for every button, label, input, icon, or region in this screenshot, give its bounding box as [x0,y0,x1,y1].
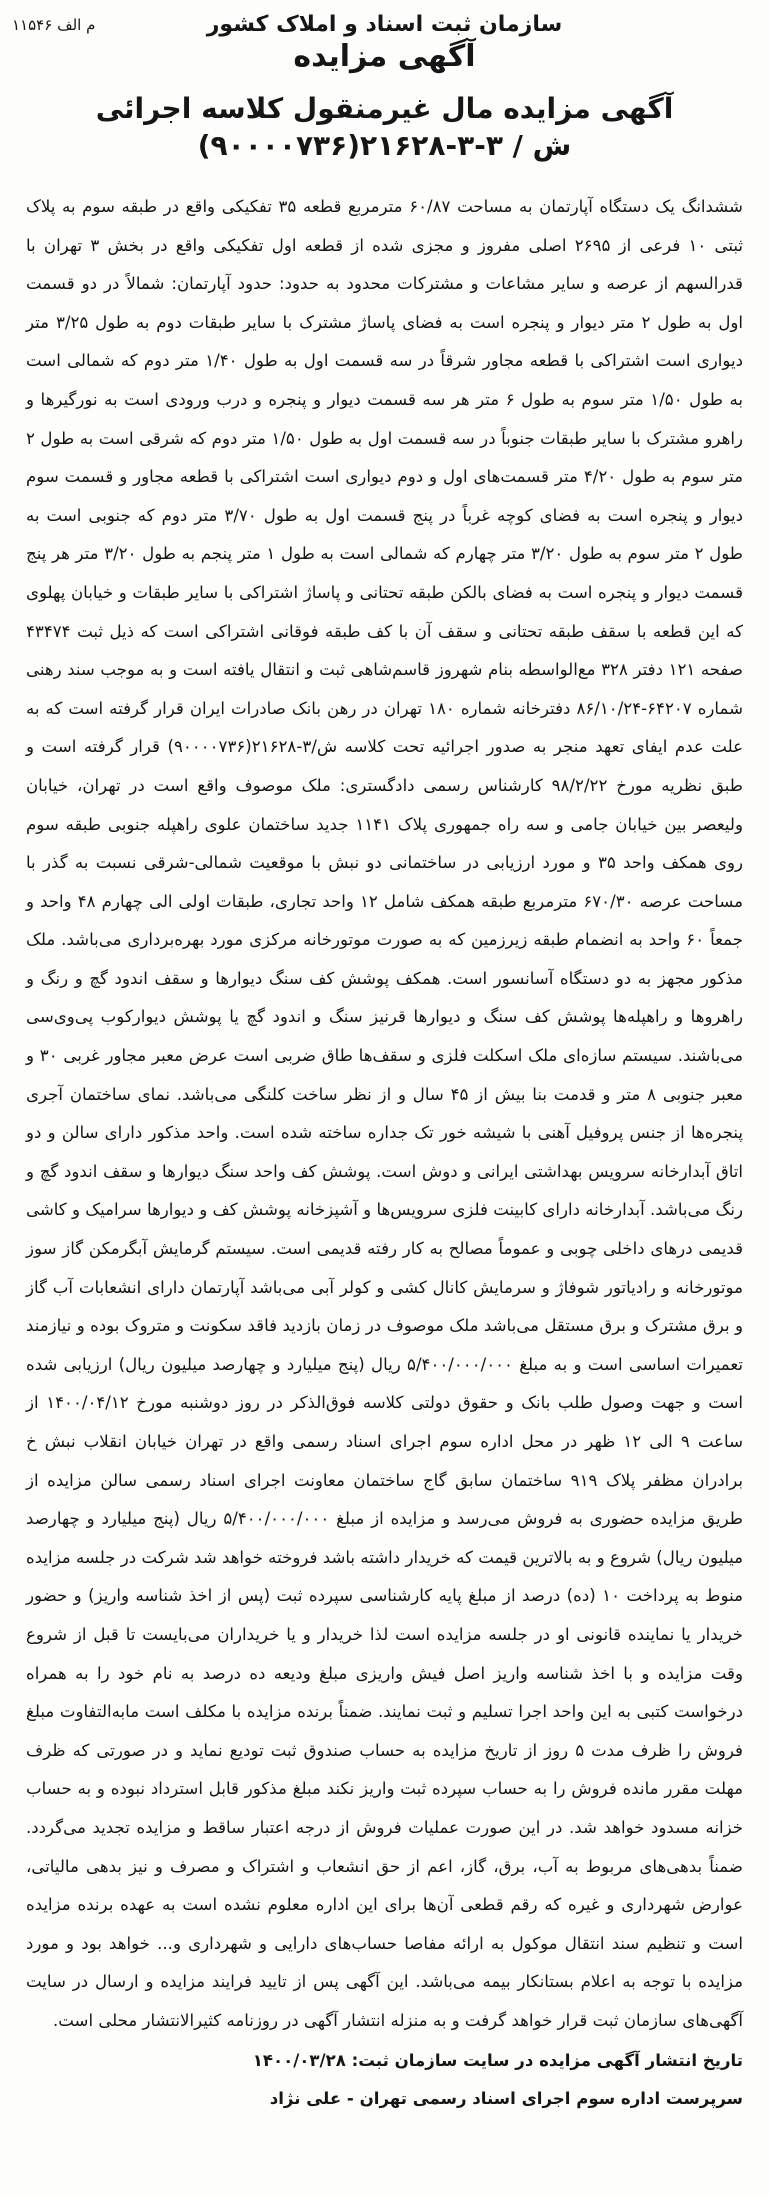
notice-reference-number: م الف ۱۱۵۴۶ [12,16,96,34]
publish-date-line: تاریخ انتشار آگهی مزایده در سایت سازمان ثبت: ۱۴۰۰/۰۳/۲۸ [252,2050,743,2070]
signature-line: سرپرست اداره سوم اجرای اسناد رسمی تهران - علی نژاد [269,2088,743,2108]
notice-subtitle: آگهی مزایده مال غیرمنقول کلاسه اجرائی [95,92,674,125]
case-number: ش / ۳-۳-۲۱۶۲۸(۹۰۰۰۰۷۳۶) [197,129,572,162]
page-title: آگهی مزایده [293,39,476,74]
organization-name: سازمان ثبت اسناد و املاک کشور [206,12,563,37]
notice-body-text: ششدانگ یک دستگاه آپارتمان به مساحت ۶۰/۸۷ مترمربع قطعه ۳۵ تفکیکی واقع در طبقه سوم به پلاک ثبتی ۱۰ فرعی از ۲۶۹۵ اصلی مفروز و مجزی شده از قطعه اول تفکیکی واقع در بخش ۳ تهران با قدرالسهم از عرصه و سایر مشاعات و مشترکات محدود به حدود: حدود آپارتمان: شمالاً در دو قسمت اول به طول ۲ متر دیوار و پنجره است به فضای پاساژ مشترک با سایر طبقات دوم به طول ۳/۲۵ متر دیواری است اشتراکی با قطعه مجاور شرقاً در سه قسمت اول به طول ۱/۴۰ متر دوم که شمالی است به طول ۱/۵۰ متر سوم به طول ۶ متر هر سه قسمت دیوار و پنجره و درب ورودی است به نورگیرها و راهرو مشترک با سایر طبقات جنوباً در سه قسمت اول به طول ۱/۵۰ متر دوم که شرقی است به طول ۲ متر سوم به طول ۴/۲۰ متر قسمت‌های اول و دوم دیواری است اشتراکی با قطعه مجاور و قسمت سوم دیوار و پنجره است به فضای کوچه غرباً در پنج قسمت اول به طول ۳/۷۰ متر دوم که جنوبی است به طول ۲ متر سوم به طول ۳/۲۰ متر چهارم که شمالی است به طول ۱ متر پنجم به طول ۳/۲۰ متر هر پنج قسمت دیوار و پنجره است به فضای بالکن طبقه تحتانی و پاساژ اشتراکی با سایر طبقات و خیابان پهلوی که این قطعه با سقف طبقه تحتانی و سقف آن با کف طبقه فوقانی اشتراکی است که ذیل ثبت ۴۳۴۷۴ صفحه ۱۲۱ دفتر ۳۲۸ مع‌الواسطه بنام شهروز قاسم‌شاهی ثبت و انتقال یافته است و به موجب سند رهنی شماره ۶۴۲۰۷-۸۶/۱۰/۲۴ دفترخانه شماره ۱۸۰ تهران در رهن بانک صادرات ایران قرار گرفته است که به علت عدم ایفای تعهد منجر به صدور اجرائیه تحت کلاسه ش/۳-۲۱۶۲۸(۹۰۰۰۰۷۳۶) قرار گرفته است و طبق نظریه مورخ ۹۸/۲/۲۲ کارشناس رسمی دادگستری: ملک موصوف واقع است در تهران، خیابان ولیعصر بین خیابان جامی و سه راه جمهوری پلاک ۱۱۴۱ جدید ساختمان علوی راهپله جنوبی طبقه سوم روی همکف واحد ۳۵ و مورد ارزیابی در ساختمانی دو نبش با موقعیت شمالی-شرقی نسبت به گذر با مساحت عرصه ۶۷۰/۳۰ مترمربع طبقه همکف شامل ۱۲ واحد تجاری، طبقات اولی الی چهارم ۴۸ واحد و جمعاً ۶۰ واحد به انضمام طبقه زیرزمین که به صورت موتورخانه مرکزی مورد بهره‌برداری می‌باشد. ملک مذکور مجهز به دو دستگاه آسانسور است. همکف پوشش کف سنگ دیوارها و سقف اندود گچ و رنگ و راهروها و راهپله‌ها پوشش کف سنگ و دیوارها قرنیز سنگ و اندود گچ یا پوشش دیوارکوب پی‌وی‌سی می‌باشند. سیستم سازه‌ای ملک اسکلت فلزی و سقف‌ها طاق ضربی است عرض معبر مجاور غربی ۳۰ و معبر جنوبی ۸ متر و قدمت بنا بیش از ۴۵ سال و از نظر ساخت کلنگی می‌باشد. نمای ساختمان آجری پنجره‌ها از جنس پروفیل آهنی با شیشه خور تک جداره ساخته شده است. واحد مذکور دارای سالن و دو اتاق آبدارخانه سرویس بهداشتی ایرانی و دوش است. پوشش کف واحد سنگ دیوارها و سقف اندود گچ و رنگ می‌باشد. آبدارخانه دارای کابینت فلزی سرویس‌ها و آشپزخانه پوشش کف و دیوارها سرامیک و کاشی قدیمی درهای داخلی چوبی و عموماً مصالح به کار رفته قدیمی است. سیستم گرمایش آبگرمکن گاز سوز موتورخانه و رادیاتور شوفاژ و سرمایش کانال کشی و کولر آبی می‌باشد آپارتمان دارای انشعابات آب گاز و برق مشترک و برق مستقل می‌باشد ملک موصوف در زمان بازدید فاقد سکونت و متروک بوده و نیازمند تعمیرات اساسی است و به مبلغ ۵/۴۰۰/۰۰۰/۰۰۰ ریال (پنج میلیارد و چهارصد میلیون ریال) ارزیابی شده است و جهت وصول طلب بانک و حقوق دولتی کلاسه فوق‌الذکر در روز دوشنبه مورخ ۱۴۰۰/۰۴/۱۲ از ساعت ۹ الی ۱۲ ظهر در محل اداره سوم اجرای اسناد رسمی واقع در تهران خیابان انقلاب نبش خ برادران مظفر پلاک ۹۱۹ ساختمان سابق گاج ساختمان معاونت اجرای اسناد رسمی سالن مزایده از طریق مزایده حضوری به فروش می‌رسد و مزایده از مبلغ ۵/۴۰۰/۰۰۰/۰۰۰ ریال (پنج میلیارد و چهارصد میلیون ریال) شروع و به بالاترین قیمت که خریدار داشته باشد فروخته خواهد شد شرکت در جلسه مزایده منوط به پرداخت ۱۰ (ده) درصد از مبلغ پایه کارشناسی سپرده ثبت (پس از اخذ شناسه واریز) و حضور خریدار یا نماینده قانونی او در جلسه مزایده است لذا خریدار و یا خریداران می‌بایست تا قبل از شروع وقت مزایده و با اخذ شناسه واریز اصل فیش واریزی مبلغ ودیعه ده درصد به نام خود را به همراه درخواست کتبی به این واحد اجرا تسلیم و ثبت نمایند. ضمناً برنده مزایده با مکلف است مابه‌التفاوت مبلغ فروش را ظرف مدت ۵ روز از تاریخ مزایده به حساب صندوق ثبت تودیع نماید و در صورتی که ظرف مهلت مقرر مانده فروش را به حساب سپرده ثبت واریز نکند مبلغ مذکور قابل استرداد نبوده و به حساب خزانه مسدود خواهد شد. در این صورت عملیات فروش از درجه اعتبار ساقط و مزایده تجدید می‌گردد. ضمناً بدهی‌های مربوط به آب، برق، گاز، اعم از حق انشعاب و اشتراک و مصرف و نیز بدهی مالیاتی، عوارض شهرداری و غیره که رقم قطعی آن‌ها برای این اداره معلوم نشده است به عهده برنده مزایده است و تنظیم سند انتقال موکول به ارائه مفاصا حساب‌های دارایی و شهرداری و... خواهد بود و مورد مزایده با توجه به اعلام بستانکار بیمه می‌باشد. این آگهی پس از تایید فرایند مزایده و ارسال در سایت آگهی‌های سازمان ثبت قرار خواهد گرفت و به منزله انتشار آگهی در روزنامه کثیرالانتشار محلی است. [26,197,744,2030]
